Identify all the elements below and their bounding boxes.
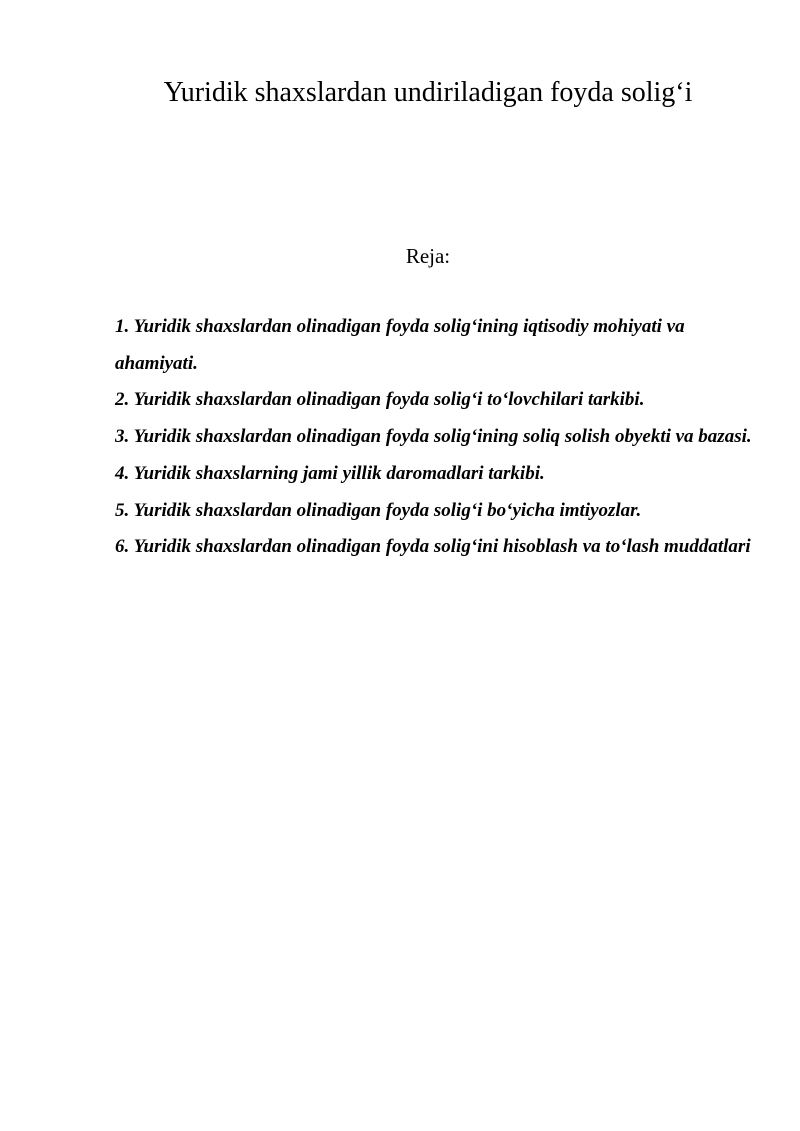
plan-list — [115, 309, 755, 566]
plan-item-1: 1. Yuridik shaxslardan olinadigan foyda solig‘ining iqtisodiy mohiyati va ahamiyati. — [115, 316, 685, 374]
plan-item-3: 3. Yuridik shaxslardan olinadigan foyda solig‘ining soliq solish obyekti va bazasi. — [115, 426, 752, 448]
plan-item-2: 2. Yuridik shaxslardan olinadigan foyda solig‘i to‘lovchilari tarkibi. — [115, 389, 645, 411]
plan-item-6: 6. Yuridik shaxslardan olinadigan foyda solig‘ini hisoblash va to‘lash muddatlari — [115, 536, 751, 558]
plan-item-4: 4. Yuridik shaxslarning jami yillik daromadlari tarkibi. — [115, 462, 545, 484]
plan-item-5: 5. Yuridik shaxslardan olinadigan foyda solig‘i bo‘yicha imtiyozlar. — [115, 499, 642, 521]
document-title: Yuridik shaxslardan undiriladigan foyda solig‘i — [163, 77, 693, 108]
plan-heading: Reja: — [405, 244, 451, 268]
